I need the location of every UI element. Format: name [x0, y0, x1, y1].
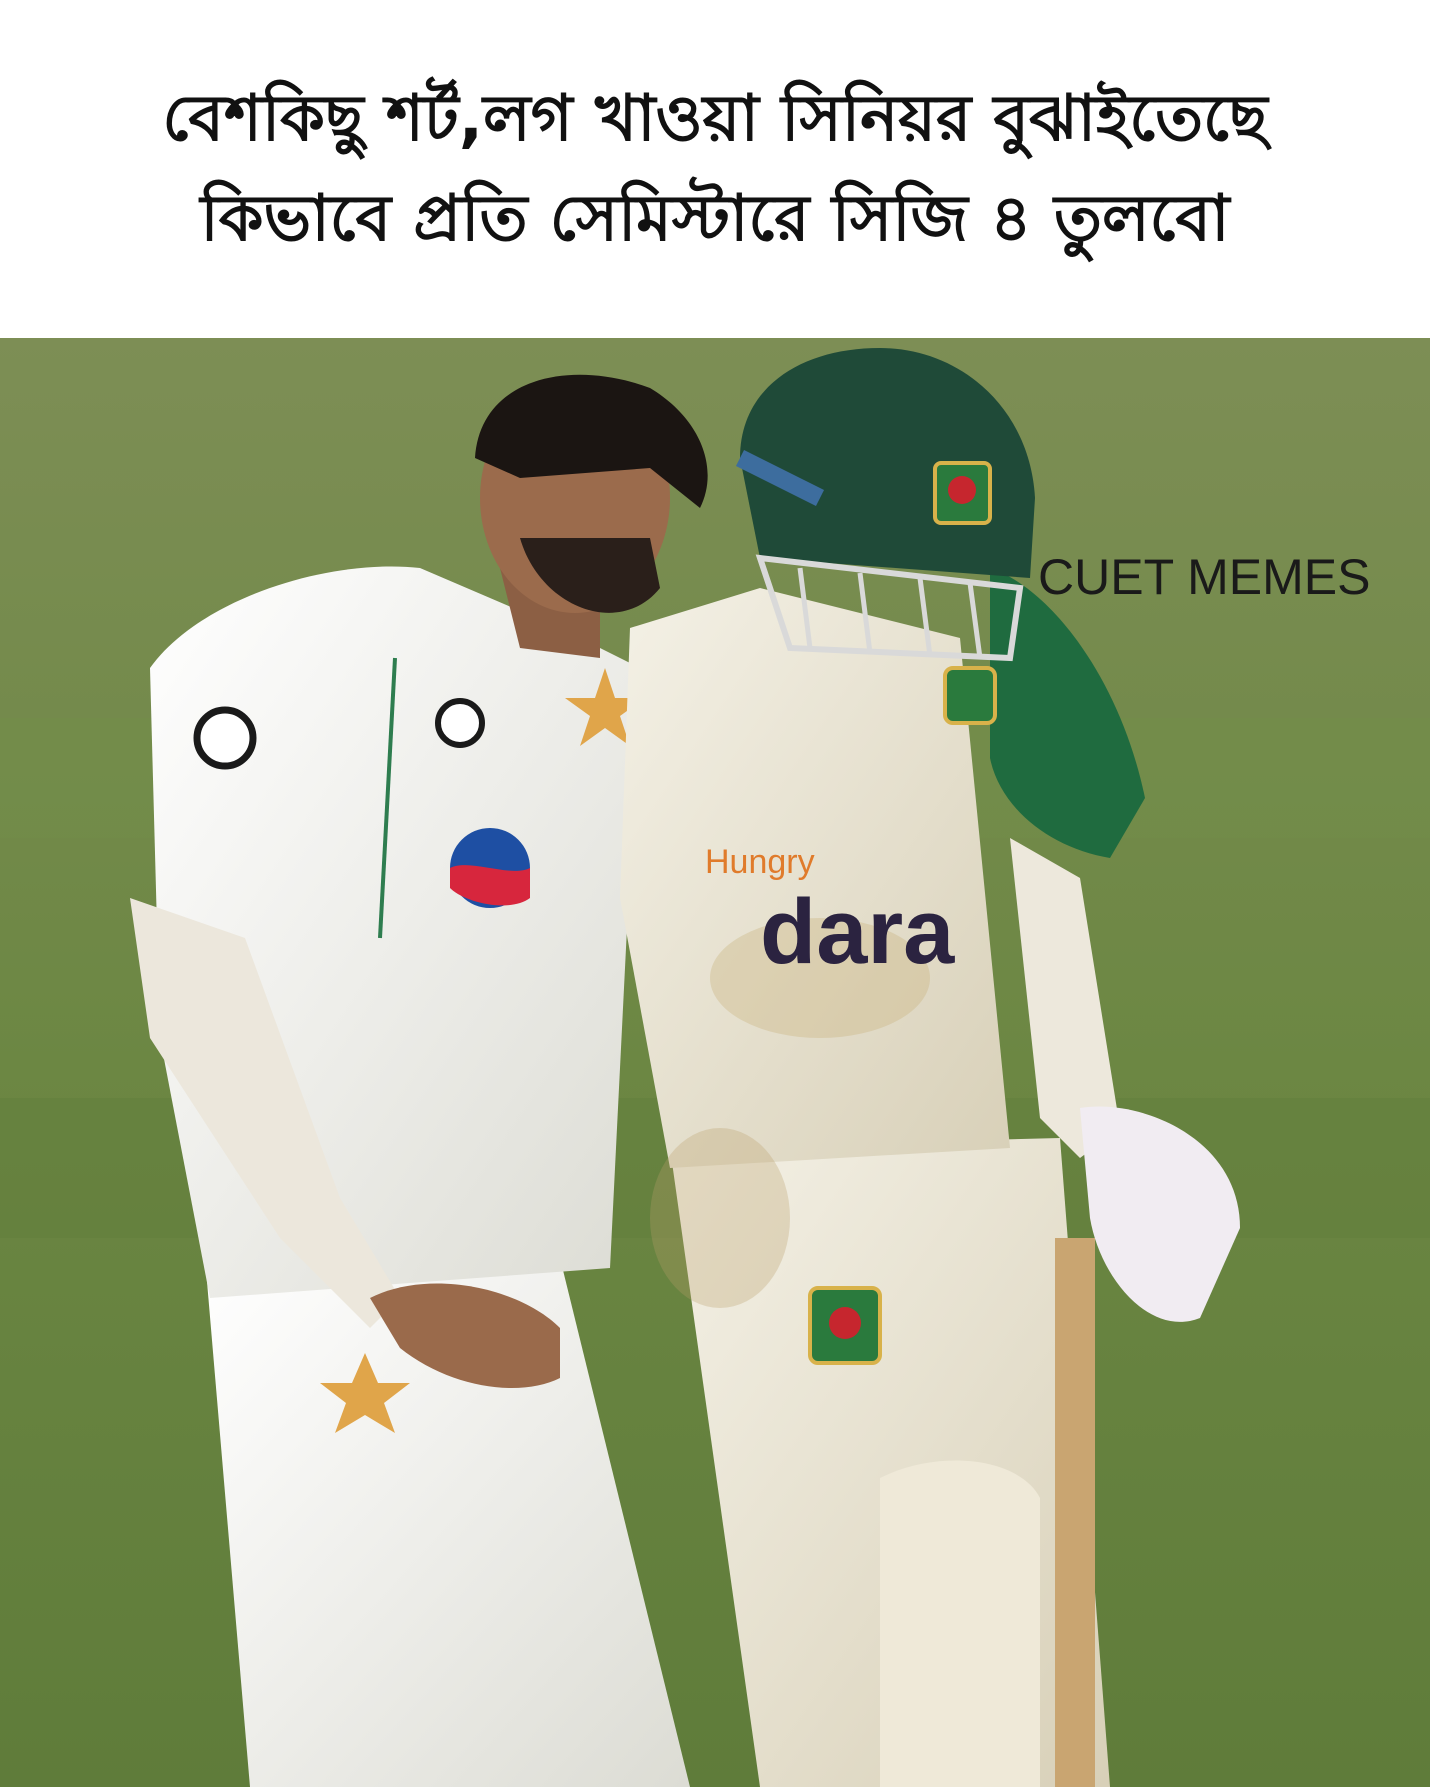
- svg-text:dara: dara: [760, 881, 955, 983]
- svg-text:Hungry: Hungry: [705, 843, 815, 881]
- caption-line-2: কিভাবে প্রতি সেমিস্টারে সিজি ৪ তুলবো: [200, 182, 1230, 256]
- watermark-text: CUET MEMES: [1038, 549, 1371, 605]
- caption-line-1: বেশকিছু শর্ট,লগ খাওয়া সিনিয়র বুঝাইতেছে: [162, 82, 1268, 156]
- meme-caption: [0, 0, 1430, 338]
